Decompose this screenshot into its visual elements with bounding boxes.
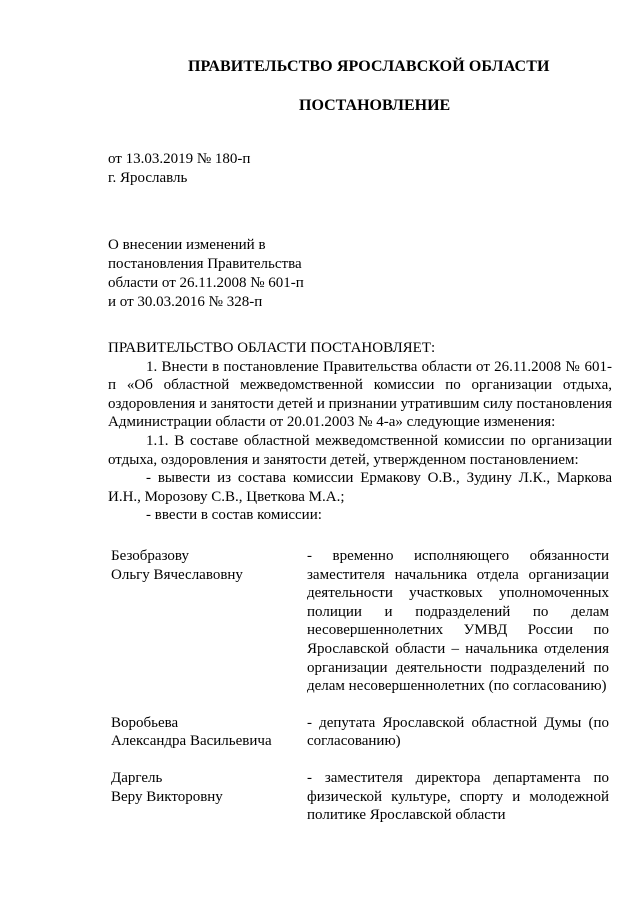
paragraph-1: 1. Внести в постановление Правительства области от 26.11.2008 № 601-п «Об областной межведомственной комиссии по организации отдыха, оздоровления и занятости детей и признании утратившим силу постановления Администрации области от 20.01.2003 № 4-а» следующие изменения:: [108, 358, 612, 431]
member-given-names: Ольгу Вячеславовну: [111, 566, 243, 583]
government-title: ПРАВИТЕЛЬСТВО ЯРОСЛАВСКОЙ ОБЛАСТИ: [188, 58, 550, 75]
member-surname: Даргель: [111, 769, 163, 786]
member-role: - заместителя директора департамента по физической культуре, спорту и молодежной политике Ярославской области: [307, 769, 609, 824]
resolves-line: ПРАВИТЕЛЬСТВО ОБЛАСТИ ПОСТАНОВЛЯЕТ:: [108, 340, 436, 356]
member-given-names: Александра Васильевича: [111, 733, 272, 750]
member-surname: Безобразову: [111, 548, 189, 564]
document-subject: [108, 236, 304, 312]
paragraph-add-members: - ввести в состав комиссии:: [146, 507, 322, 524]
city: г. Ярославль: [108, 170, 188, 186]
member-name: [108, 714, 307, 751]
document-meta: [108, 150, 250, 188]
members-list: [108, 547, 612, 825]
subject-line: и от 30.03.2016 № 328-п: [108, 294, 263, 310]
subject-line: О внесении изменений в: [108, 237, 266, 253]
member-row: [108, 547, 612, 696]
paragraph-1-1: 1.1. В составе областной межведомственной комиссии по организации отдыха, оздоровления и занятости детей, утвержденном постановлением:: [108, 432, 612, 468]
member-given-names: Веру Викторовну: [111, 788, 223, 805]
document-body: [108, 339, 612, 525]
member-surname: Воробьева: [111, 714, 179, 731]
member-name: [108, 547, 307, 696]
member-role: - депутата Ярославской областной Думы (по согласованию): [307, 714, 609, 750]
member-row: [108, 769, 612, 825]
subject-line: постановления Правительства: [108, 256, 302, 272]
paragraph-remove-members: - вывести из состава комиссии Ермакову О.В., Зудину Л.К., Маркова И.Н., Морозову С.В., Цветкова М.А.;: [108, 470, 612, 505]
member-name: [108, 769, 307, 825]
member-row: [108, 714, 612, 751]
subject-line: области от 26.11.2008 № 601-п: [108, 275, 304, 291]
member-role: - временно исполняющего обязанности заместителя начальника отдела организации деятельности участковых уполномоченных полиции и подразделений по делам несовершеннолетних УМВД России по Ярославской области – начальника отделения организации деятельности подразделений по делам несовершеннолетних (по согласованию): [307, 548, 609, 695]
date-number: от 13.03.2019 № 180-п: [108, 151, 251, 167]
document-type-title: ПОСТАНОВЛЕНИЕ: [299, 97, 451, 114]
